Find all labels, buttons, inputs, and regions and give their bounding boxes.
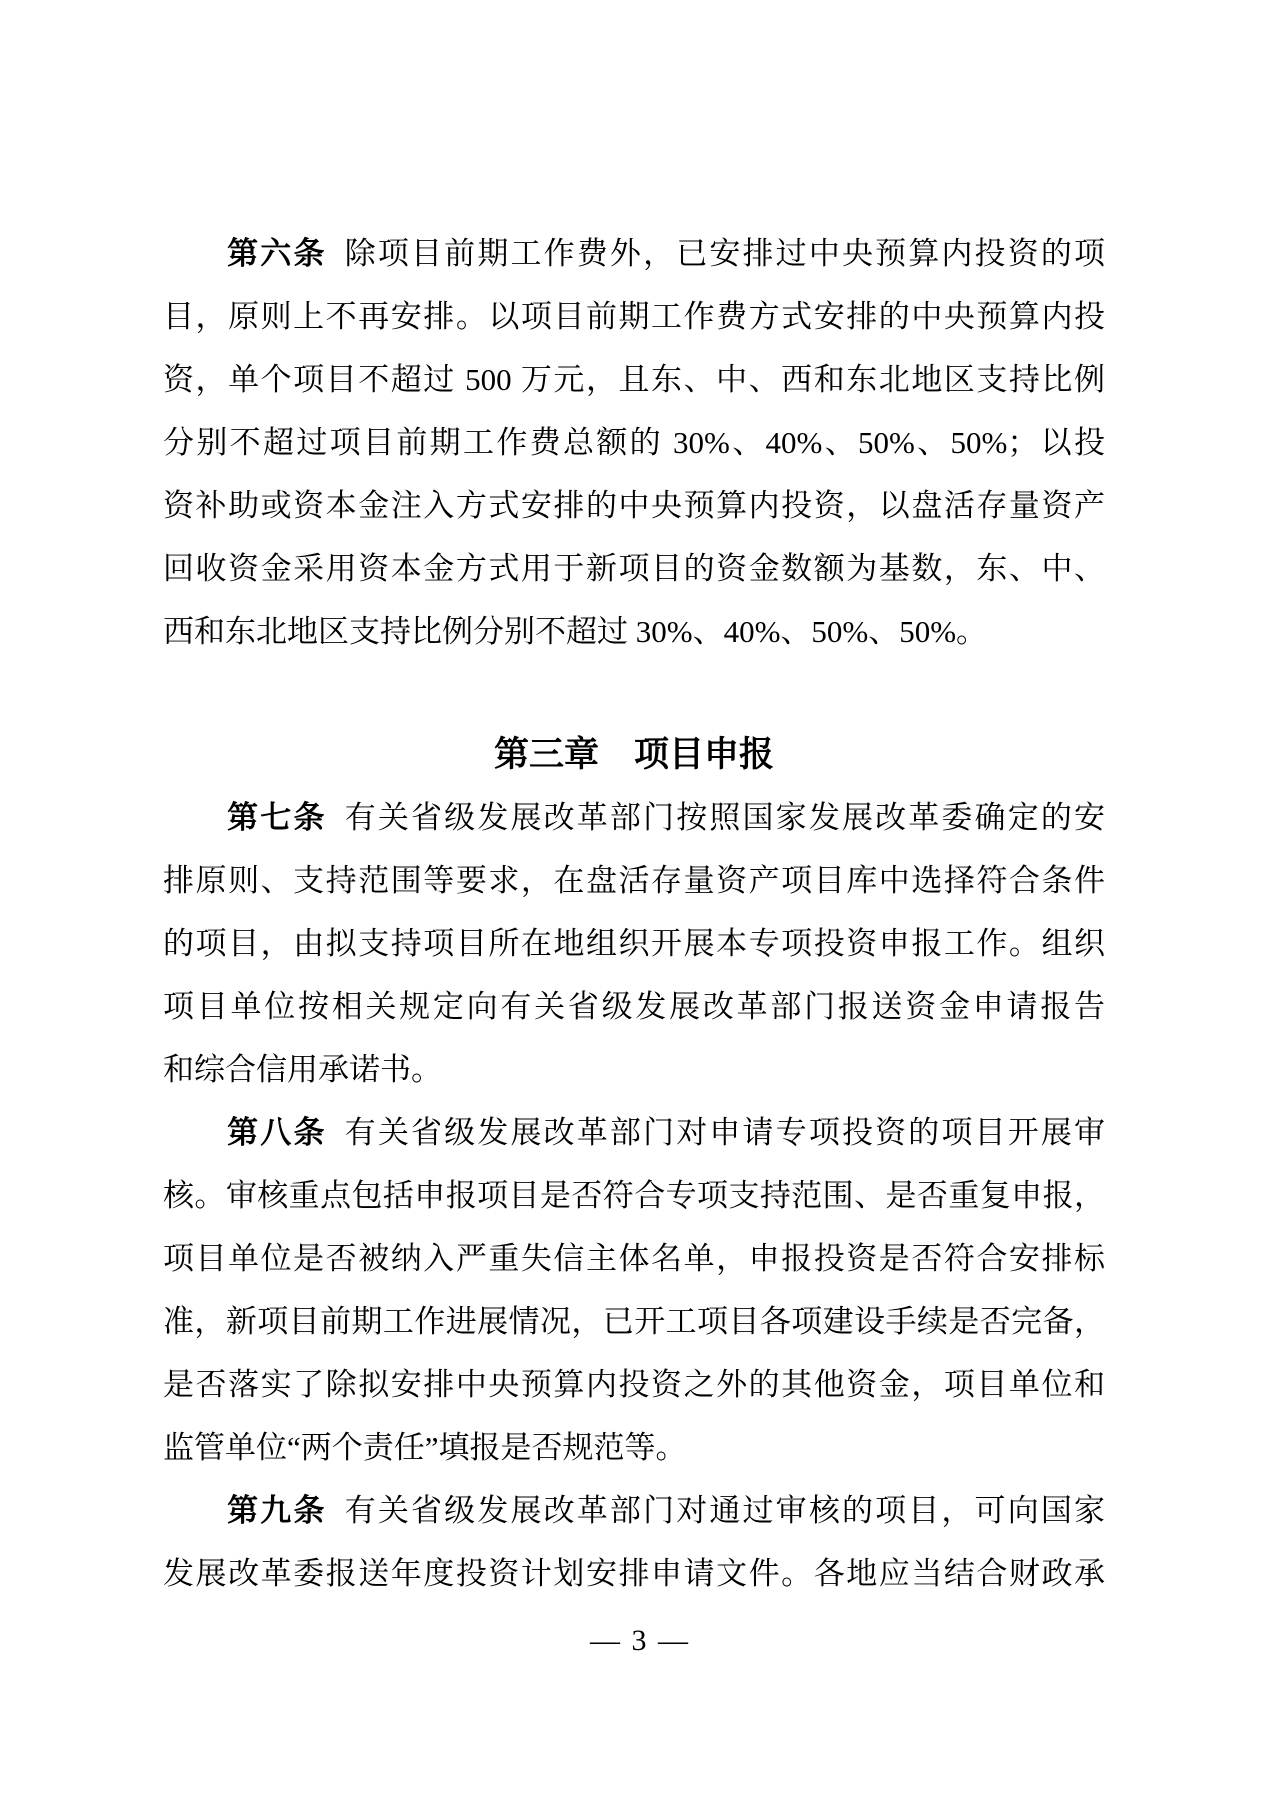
- text-line: 项目单位是否被纳入严重失信主体名单，申报投资是否符合安排标: [163, 1241, 1105, 1276]
- text-line: 回收资金采用资本金方式用于新项目的资金数额为基数，东、中、: [163, 551, 1105, 586]
- text-line: 分别不超过项目前期工作费总额的 30%、40%、50%、50%；以投: [163, 425, 1105, 460]
- text-line: 的项目，由拟支持项目所在地组织开展本专项投资申报工作。组织: [163, 926, 1105, 961]
- article-9-label: 第九条: [225, 1493, 327, 1528]
- article-8: [163, 1101, 1105, 1479]
- article-6: [163, 222, 1105, 663]
- document-text-block: [163, 222, 1105, 1605]
- text-line: 项目单位按相关规定向有关省级发展改革部门报送资金申请报告: [163, 989, 1105, 1024]
- text-line: 排原则、支持范围等要求，在盘活存量资产项目库中选择符合条件: [163, 863, 1105, 898]
- text-line: 资补助或资本金注入方式安排的中央预算内投资，以盘活存量资产: [163, 488, 1105, 523]
- text-line: [163, 222, 1105, 285]
- article-6-text: 除项目前期工作费外，已安排过中央预算内投资的项: [342, 236, 1105, 271]
- page-number: — 3 —: [590, 1624, 690, 1657]
- chapter-heading: 第三章 项目申报: [493, 735, 774, 774]
- article-7-text: 有关省级发展改革部门按照国家发展改革委确定的安: [342, 800, 1105, 835]
- article-7-label: 第七条: [225, 800, 327, 835]
- article-8-label: 第八条: [225, 1115, 327, 1150]
- article-9: [163, 1479, 1105, 1605]
- text-line: 监管单位“两个责任”填报是否规范等。: [163, 1430, 687, 1465]
- text-line: 核。审核重点包括申报项目是否符合专项支持范围、是否重复申报，: [163, 1178, 1105, 1213]
- text-line: 是否落实了除拟安排中央预算内投资之外的其他资金，项目单位和: [163, 1367, 1105, 1402]
- article-6-label: 第六条: [225, 236, 327, 271]
- article-8-text: 有关省级发展改革部门对申请专项投资的项目开展审: [342, 1115, 1105, 1150]
- text-line: [163, 1479, 1105, 1542]
- text-line: 发展改革委报送年度投资计划安排申请文件。各地应当结合财政承: [163, 1556, 1105, 1591]
- article-7: [163, 786, 1105, 1101]
- text-line: 准，新项目前期工作进展情况，已开工项目各项建设手续是否完备，: [163, 1304, 1105, 1339]
- article-9-text: 有关省级发展改革部门对通过审核的项目，可向国家: [342, 1493, 1105, 1528]
- text-line: [163, 786, 1105, 849]
- text-line: [163, 1101, 1105, 1164]
- text-line: 西和东北地区支持比例分别不超过 30%、40%、50%、50%。: [163, 614, 988, 649]
- text-line: 资，单个项目不超过 500 万元，且东、中、西和东北地区支持比例: [163, 362, 1105, 397]
- text-line: 目，原则上不再安排。以项目前期工作费方式安排的中央预算内投: [163, 299, 1105, 334]
- text-line: 和综合信用承诺书。: [163, 1052, 442, 1087]
